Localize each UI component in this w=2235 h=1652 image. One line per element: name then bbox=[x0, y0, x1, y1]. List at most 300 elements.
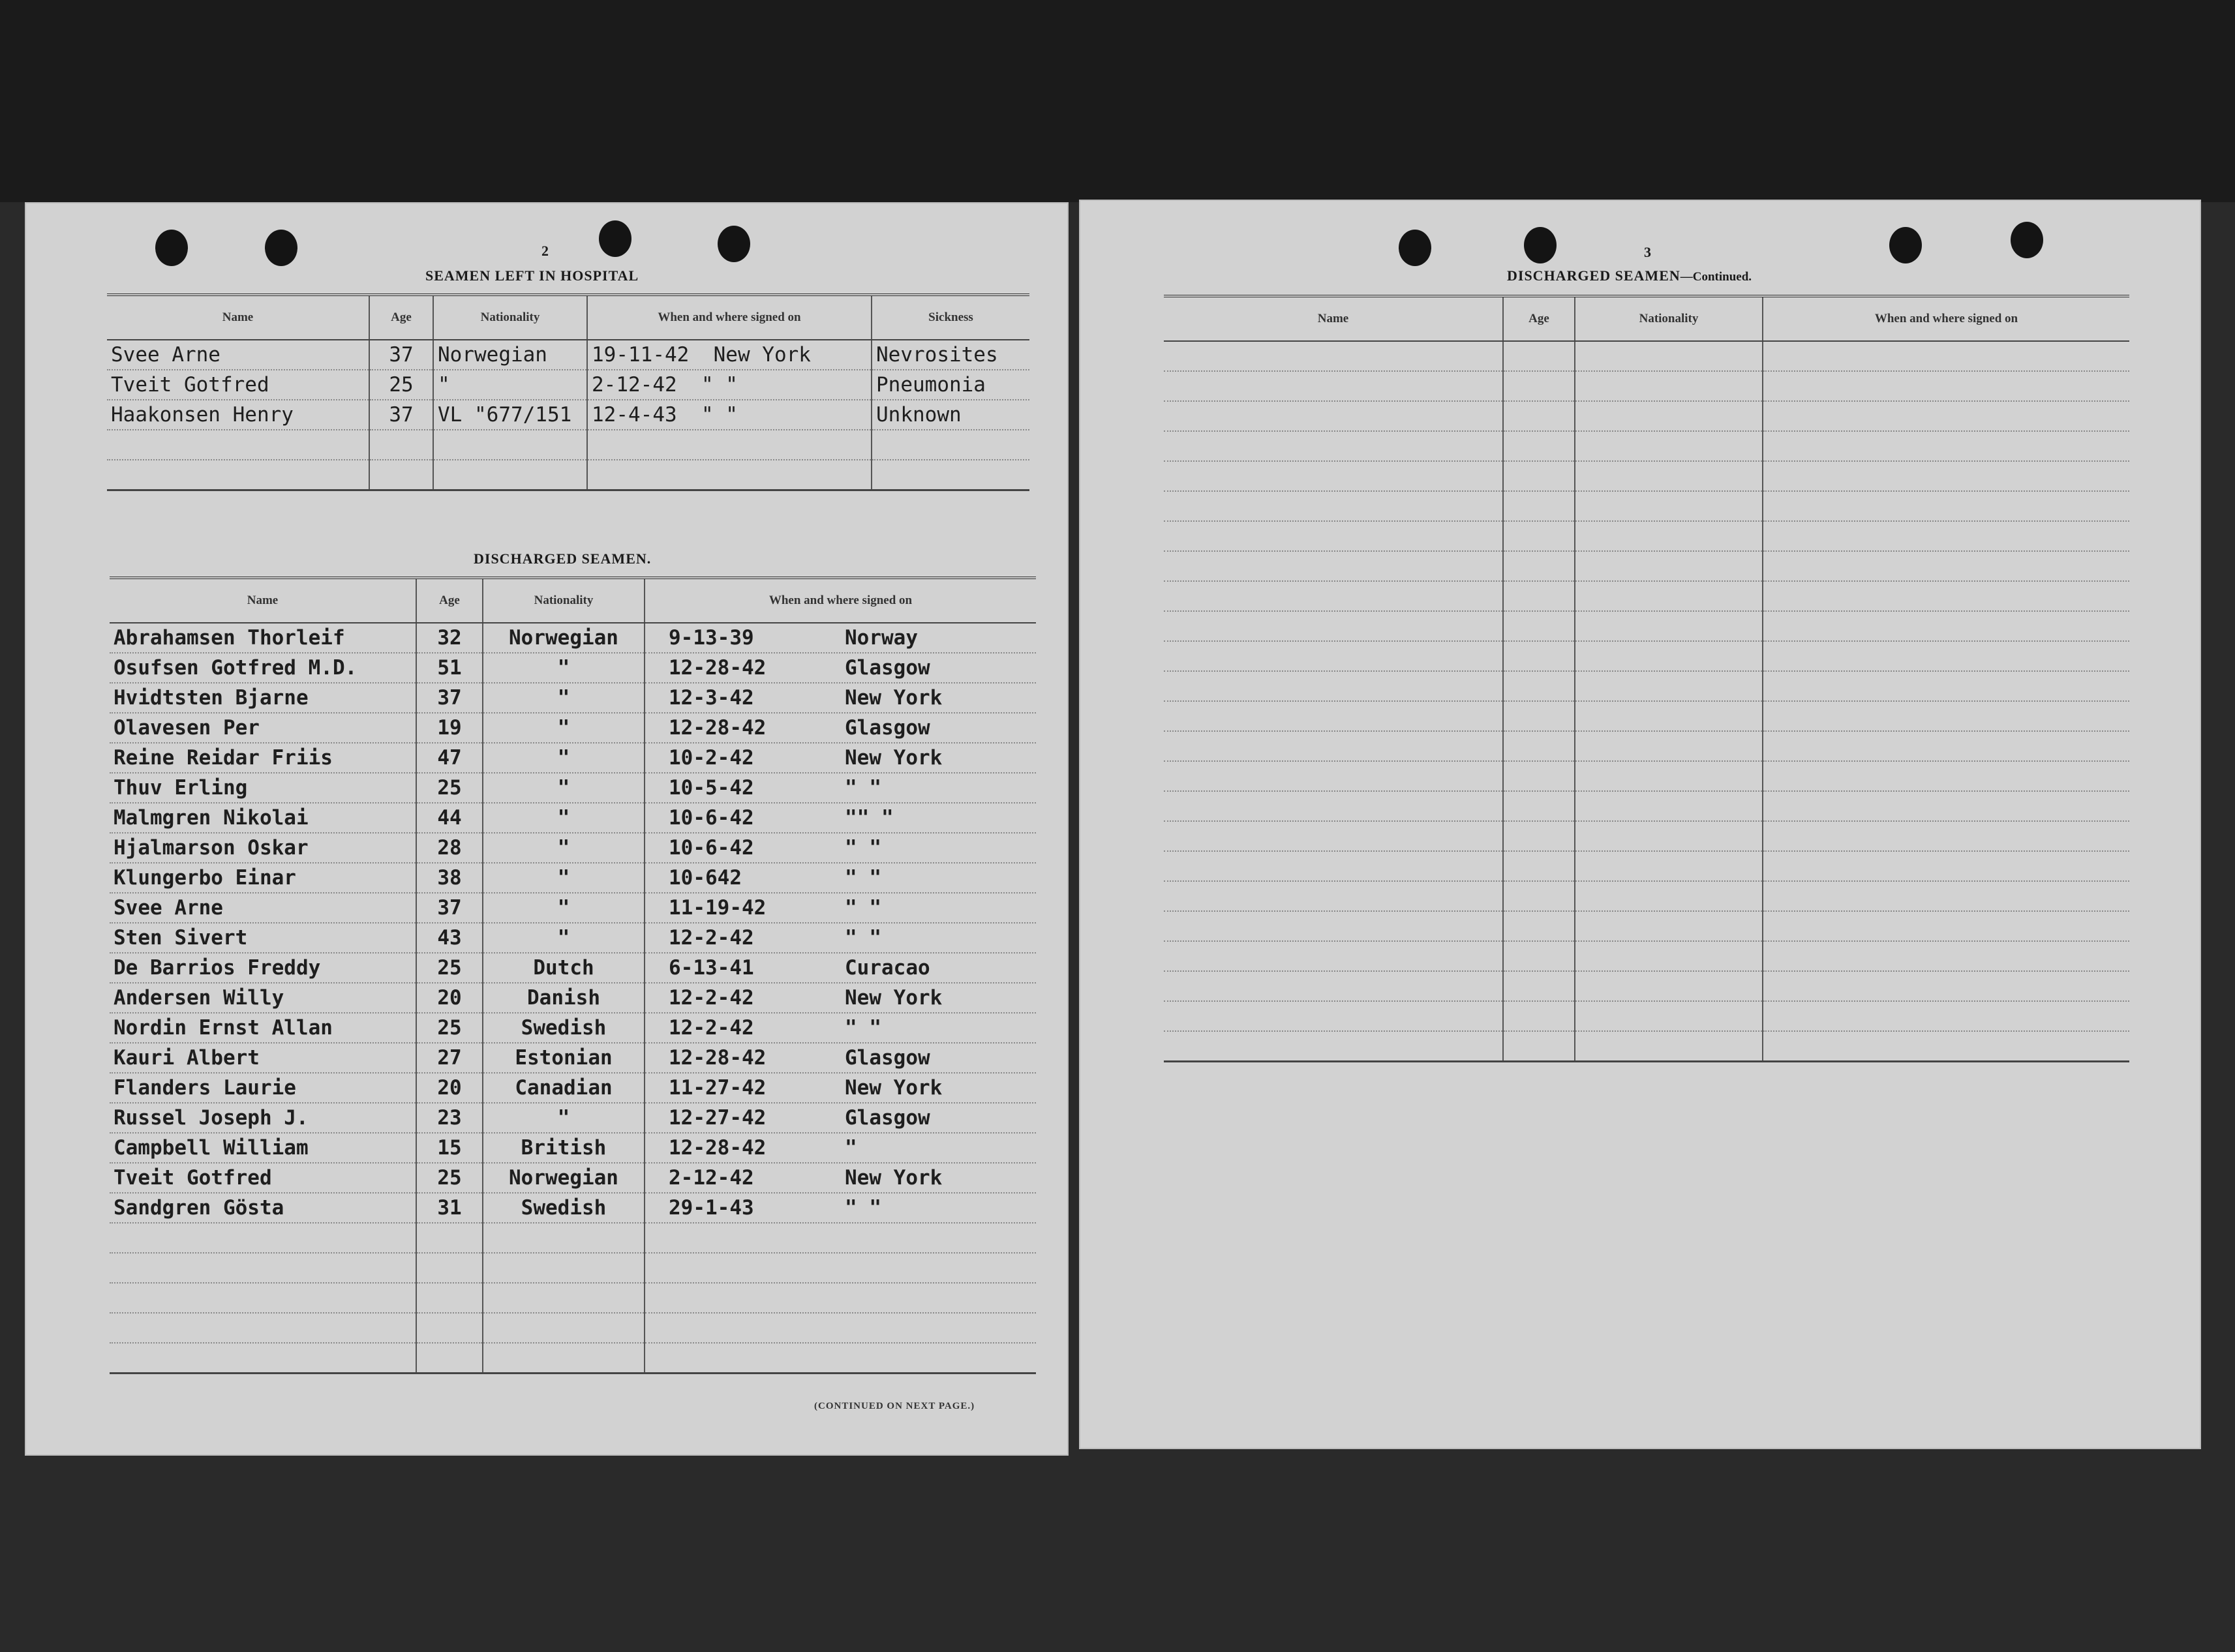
empty-cell bbox=[1164, 971, 1503, 1001]
seaman-name bbox=[110, 1313, 416, 1343]
table-row bbox=[107, 340, 1029, 370]
table-row bbox=[1164, 371, 2129, 401]
col-header-nationality: Nationality bbox=[433, 295, 587, 340]
seaman-age: 43 bbox=[416, 923, 483, 953]
col-header-nationality: Nationality bbox=[1575, 296, 1763, 341]
seaman-nationality: VL "677/151 bbox=[433, 400, 587, 430]
seaman-nationality: Norwegian bbox=[483, 1163, 645, 1193]
table-row bbox=[1164, 491, 2129, 521]
table-row bbox=[110, 1013, 1036, 1043]
empty-cell bbox=[1164, 521, 1503, 551]
empty-cell bbox=[1164, 371, 1503, 401]
signed-on-date: 12-28-42 bbox=[669, 656, 767, 680]
table-row bbox=[1164, 521, 2129, 551]
empty-cell bbox=[1503, 401, 1575, 431]
signed-on-date: 10-6-42 bbox=[669, 806, 754, 830]
seaman-name: Sten Sivert bbox=[110, 923, 416, 953]
signed-on-cell bbox=[645, 893, 1036, 923]
table-row bbox=[110, 1223, 1036, 1253]
table-row bbox=[110, 1313, 1036, 1343]
seaman-age: 32 bbox=[416, 623, 483, 653]
seaman-age: 37 bbox=[416, 893, 483, 923]
signed-on-date: 11-27-42 bbox=[669, 1076, 767, 1100]
signed-on-date: 12-28-42 bbox=[669, 1046, 767, 1070]
empty-cell bbox=[1503, 641, 1575, 671]
empty-cell bbox=[1503, 671, 1575, 701]
discharged-table bbox=[110, 577, 1036, 1374]
empty-cell bbox=[1503, 431, 1575, 461]
signed-on-cell bbox=[587, 430, 872, 460]
table-row bbox=[1164, 821, 2129, 851]
table-row bbox=[107, 460, 1029, 490]
signed-on-place: Glasgow bbox=[845, 716, 930, 740]
seaman-nationality: Canadian bbox=[483, 1073, 645, 1103]
empty-cell bbox=[1575, 551, 1763, 581]
seaman-age bbox=[416, 1223, 483, 1253]
table-row bbox=[110, 743, 1036, 773]
table-row bbox=[110, 833, 1036, 863]
seaman-age bbox=[369, 430, 433, 460]
signed-on-date: 10-2-42 bbox=[669, 746, 754, 770]
binder-hole bbox=[2011, 222, 2043, 258]
col-header-name: Name bbox=[110, 578, 416, 623]
signed-on-cell bbox=[587, 460, 872, 490]
seaman-nationality: Estonian bbox=[483, 1043, 645, 1073]
table-row bbox=[1164, 941, 2129, 971]
seaman-age: 23 bbox=[416, 1103, 483, 1133]
empty-cell bbox=[1575, 341, 1763, 371]
signed-on-cell bbox=[645, 1193, 1036, 1223]
empty-cell bbox=[1763, 731, 2129, 761]
empty-cell bbox=[1575, 401, 1763, 431]
empty-cell bbox=[1503, 1031, 1575, 1062]
empty-cell bbox=[1575, 881, 1763, 911]
empty-cell bbox=[1575, 581, 1763, 611]
binder-hole bbox=[155, 230, 188, 266]
signed-on-place: New York bbox=[845, 686, 943, 710]
empty-cell bbox=[1503, 611, 1575, 641]
seaman-age: 15 bbox=[416, 1133, 483, 1163]
seaman-nationality: " bbox=[483, 893, 645, 923]
empty-cell bbox=[1763, 581, 2129, 611]
empty-cell bbox=[1763, 671, 2129, 701]
signed-on-place: Curacao bbox=[845, 956, 930, 980]
empty-cell bbox=[1763, 521, 2129, 551]
seaman-nationality: " bbox=[483, 683, 645, 713]
empty-cell bbox=[1503, 551, 1575, 581]
empty-cell bbox=[1763, 611, 2129, 641]
seaman-nationality bbox=[483, 1253, 645, 1283]
table-row bbox=[1164, 1001, 2129, 1031]
empty-cell bbox=[1575, 731, 1763, 761]
table-row bbox=[110, 683, 1036, 713]
empty-cell bbox=[1575, 611, 1763, 641]
signed-on-place: " " bbox=[701, 403, 738, 427]
seaman-nationality: Dutch bbox=[483, 953, 645, 983]
seaman-age bbox=[416, 1253, 483, 1283]
title-main: DISCHARGED SEAMEN bbox=[1507, 267, 1680, 284]
signed-on-date: 12-2-42 bbox=[669, 1016, 754, 1040]
seaman-nationality: " bbox=[433, 370, 587, 400]
empty-cell bbox=[1575, 851, 1763, 881]
empty-cell bbox=[1164, 491, 1503, 521]
col-header-name: Name bbox=[107, 295, 369, 340]
seaman-name bbox=[110, 1253, 416, 1283]
empty-cell bbox=[1503, 821, 1575, 851]
empty-cell bbox=[1164, 581, 1503, 611]
seaman-nationality: Danish bbox=[483, 983, 645, 1013]
empty-cell bbox=[1575, 1001, 1763, 1031]
signed-on-cell bbox=[645, 1313, 1036, 1343]
signed-on-cell bbox=[645, 1073, 1036, 1103]
title-suffix: —Continued. bbox=[1680, 270, 1752, 284]
seaman-name bbox=[107, 460, 369, 490]
signed-on-date: 2-12-42 bbox=[592, 373, 677, 397]
seaman-name: Klungerbo Einar bbox=[110, 863, 416, 893]
empty-cell bbox=[1763, 401, 2129, 431]
signed-on-cell bbox=[645, 1043, 1036, 1073]
table-row bbox=[1164, 1031, 2129, 1062]
seaman-sickness: Nevrosites bbox=[872, 340, 1029, 370]
empty-cell bbox=[1763, 821, 2129, 851]
table-row bbox=[1164, 731, 2129, 761]
signed-on-cell bbox=[645, 1013, 1036, 1043]
seaman-nationality: Swedish bbox=[483, 1193, 645, 1223]
col-header-signed-on: When and where signed on bbox=[1763, 296, 2129, 341]
col-header-age: Age bbox=[1503, 296, 1575, 341]
binder-hole bbox=[599, 220, 631, 257]
col-header-nationality: Nationality bbox=[483, 578, 645, 623]
left-page bbox=[25, 202, 1069, 1456]
signed-on-cell bbox=[645, 1103, 1036, 1133]
empty-cell bbox=[1164, 641, 1503, 671]
seaman-age: 37 bbox=[369, 340, 433, 370]
empty-cell bbox=[1763, 701, 2129, 731]
signed-on-place: " " bbox=[845, 866, 881, 890]
seaman-name: Svee Arne bbox=[107, 340, 369, 370]
empty-cell bbox=[1763, 431, 2129, 461]
seaman-name: Olavesen Per bbox=[110, 713, 416, 743]
signed-on-place: Glasgow bbox=[845, 1106, 930, 1130]
empty-cell bbox=[1164, 731, 1503, 761]
signed-on-place: " " bbox=[701, 373, 738, 397]
table-row bbox=[110, 1283, 1036, 1313]
binder-hole bbox=[265, 230, 297, 266]
empty-cell bbox=[1575, 761, 1763, 791]
signed-on-cell bbox=[645, 983, 1036, 1013]
seaman-nationality: " bbox=[483, 743, 645, 773]
table-row bbox=[1164, 791, 2129, 821]
seaman-name: Andersen Willy bbox=[110, 983, 416, 1013]
seaman-name: Hjalmarson Oskar bbox=[110, 833, 416, 863]
signed-on-cell bbox=[645, 1343, 1036, 1374]
empty-cell bbox=[1164, 401, 1503, 431]
empty-cell bbox=[1164, 791, 1503, 821]
signed-on-cell bbox=[645, 713, 1036, 743]
table-row bbox=[110, 893, 1036, 923]
table-row bbox=[110, 1133, 1036, 1163]
empty-cell bbox=[1164, 461, 1503, 491]
signed-on-place: Glasgow bbox=[845, 656, 930, 680]
signed-on-cell bbox=[645, 743, 1036, 773]
empty-cell bbox=[1503, 701, 1575, 731]
empty-cell bbox=[1763, 761, 2129, 791]
seaman-name bbox=[110, 1343, 416, 1374]
seaman-nationality: Swedish bbox=[483, 1013, 645, 1043]
table-row bbox=[1164, 401, 2129, 431]
page-number: 2 bbox=[541, 243, 549, 259]
hospital-table bbox=[107, 293, 1029, 491]
empty-cell bbox=[1575, 461, 1763, 491]
signed-on-date: 9-13-39 bbox=[669, 626, 754, 650]
empty-cell bbox=[1503, 521, 1575, 551]
signed-on-cell bbox=[587, 400, 872, 430]
signed-on-date: 12-27-42 bbox=[669, 1106, 767, 1130]
signed-on-place: " " bbox=[845, 776, 881, 800]
table-row bbox=[1164, 881, 2129, 911]
seaman-age: 25 bbox=[416, 773, 483, 803]
seaman-age: 28 bbox=[416, 833, 483, 863]
table-row bbox=[110, 1073, 1036, 1103]
seaman-name: Osufsen Gotfred M.D. bbox=[110, 653, 416, 683]
table-row bbox=[110, 773, 1036, 803]
signed-on-place: " " bbox=[845, 896, 881, 920]
signed-on-place: New York bbox=[845, 746, 943, 770]
seaman-name: Nordin Ernst Allan bbox=[110, 1013, 416, 1043]
table-row bbox=[110, 1163, 1036, 1193]
signed-on-place: " " bbox=[845, 1016, 881, 1040]
table-row bbox=[1164, 641, 2129, 671]
page-number: 3 bbox=[1644, 244, 1651, 260]
empty-cell bbox=[1164, 911, 1503, 941]
empty-cell bbox=[1575, 431, 1763, 461]
seaman-age: 47 bbox=[416, 743, 483, 773]
signed-on-place: " " bbox=[845, 1196, 881, 1220]
seaman-age bbox=[416, 1343, 483, 1374]
empty-cell bbox=[1164, 851, 1503, 881]
seaman-nationality bbox=[483, 1223, 645, 1253]
seaman-age: 25 bbox=[416, 1163, 483, 1193]
table-row bbox=[110, 713, 1036, 743]
signed-on-cell bbox=[645, 1283, 1036, 1313]
empty-cell bbox=[1164, 821, 1503, 851]
table-row bbox=[110, 983, 1036, 1013]
signed-on-cell bbox=[645, 623, 1036, 653]
seaman-age: 38 bbox=[416, 863, 483, 893]
signed-on-cell bbox=[645, 803, 1036, 833]
empty-cell bbox=[1575, 791, 1763, 821]
binder-hole bbox=[1889, 227, 1922, 263]
signed-on-date: 10-642 bbox=[669, 866, 742, 890]
seaman-name: Hvidtsten Bjarne bbox=[110, 683, 416, 713]
signed-on-date: 12-28-42 bbox=[669, 716, 767, 740]
right-page bbox=[1079, 200, 2201, 1449]
empty-cell bbox=[1164, 611, 1503, 641]
col-header-name: Name bbox=[1164, 296, 1503, 341]
empty-cell bbox=[1503, 341, 1575, 371]
seaman-sickness bbox=[872, 460, 1029, 490]
seaman-age: 27 bbox=[416, 1043, 483, 1073]
seaman-name: Haakonsen Henry bbox=[107, 400, 369, 430]
signed-on-cell bbox=[645, 923, 1036, 953]
empty-cell bbox=[1503, 851, 1575, 881]
binder-hole bbox=[1399, 230, 1431, 266]
signed-on-cell bbox=[645, 773, 1036, 803]
table-row bbox=[110, 923, 1036, 953]
empty-cell bbox=[1575, 971, 1763, 1001]
empty-cell bbox=[1763, 1001, 2129, 1031]
seaman-nationality: " bbox=[483, 923, 645, 953]
signed-on-cell bbox=[645, 683, 1036, 713]
empty-cell bbox=[1575, 641, 1763, 671]
seaman-name: De Barrios Freddy bbox=[110, 953, 416, 983]
table-row bbox=[1164, 581, 2129, 611]
table-row bbox=[1164, 851, 2129, 881]
table-row bbox=[107, 400, 1029, 430]
continued-footer: (CONTINUED ON NEXT PAGE.) bbox=[814, 1401, 975, 1411]
table-row bbox=[1164, 431, 2129, 461]
signed-on-cell bbox=[587, 340, 872, 370]
table-row bbox=[110, 1043, 1036, 1073]
seaman-age: 37 bbox=[416, 683, 483, 713]
empty-cell bbox=[1503, 941, 1575, 971]
seaman-age: 44 bbox=[416, 803, 483, 833]
empty-cell bbox=[1763, 911, 2129, 941]
table-row bbox=[110, 1103, 1036, 1133]
signed-on-cell bbox=[587, 370, 872, 400]
signed-on-date: 10-6-42 bbox=[669, 836, 754, 860]
signed-on-place: Norway bbox=[845, 626, 918, 650]
col-header-signed-on: When and where signed on bbox=[587, 295, 872, 340]
seaman-name: Tveit Gotfred bbox=[110, 1163, 416, 1193]
signed-on-cell bbox=[645, 953, 1036, 983]
table-row bbox=[1164, 461, 2129, 491]
table-row bbox=[110, 1343, 1036, 1374]
empty-cell bbox=[1164, 1001, 1503, 1031]
empty-cell bbox=[1164, 341, 1503, 371]
empty-cell bbox=[1575, 491, 1763, 521]
empty-cell bbox=[1575, 941, 1763, 971]
empty-cell bbox=[1503, 731, 1575, 761]
signed-on-place: " " bbox=[845, 836, 881, 860]
empty-cell bbox=[1763, 641, 2129, 671]
empty-cell bbox=[1503, 791, 1575, 821]
empty-cell bbox=[1164, 761, 1503, 791]
seaman-sickness bbox=[872, 430, 1029, 460]
seaman-name: Thuv Erling bbox=[110, 773, 416, 803]
seaman-nationality: " bbox=[483, 653, 645, 683]
seaman-nationality: " bbox=[483, 863, 645, 893]
seaman-age: 19 bbox=[416, 713, 483, 743]
seaman-age bbox=[369, 460, 433, 490]
seaman-name: Sandgren Gösta bbox=[110, 1193, 416, 1223]
signed-on-cell bbox=[645, 1163, 1036, 1193]
table-row bbox=[110, 863, 1036, 893]
seaman-sickness: Unknown bbox=[872, 400, 1029, 430]
seaman-age: 51 bbox=[416, 653, 483, 683]
table-row bbox=[110, 803, 1036, 833]
table-row bbox=[110, 953, 1036, 983]
seaman-name: Svee Arne bbox=[110, 893, 416, 923]
seaman-nationality: " bbox=[483, 773, 645, 803]
empty-cell bbox=[1164, 671, 1503, 701]
table-row bbox=[1164, 341, 2129, 371]
seaman-name: Kauri Albert bbox=[110, 1043, 416, 1073]
empty-cell bbox=[1503, 581, 1575, 611]
empty-cell bbox=[1575, 371, 1763, 401]
empty-cell bbox=[1503, 971, 1575, 1001]
signed-on-place: "" " bbox=[845, 806, 894, 830]
signed-on-date: 12-28-42 bbox=[669, 1136, 767, 1160]
seaman-name bbox=[110, 1223, 416, 1253]
signed-on-place: New York bbox=[713, 343, 811, 367]
signed-on-date: 6-13-41 bbox=[669, 956, 754, 980]
empty-cell bbox=[1763, 881, 2129, 911]
seaman-nationality: Norwegian bbox=[433, 340, 587, 370]
seaman-name: Malmgren Nikolai bbox=[110, 803, 416, 833]
signed-on-date: 29-1-43 bbox=[669, 1196, 754, 1220]
empty-cell bbox=[1503, 911, 1575, 941]
seaman-name bbox=[110, 1283, 416, 1313]
seaman-age: 20 bbox=[416, 983, 483, 1013]
signed-on-place: " bbox=[845, 1136, 857, 1160]
empty-cell bbox=[1763, 491, 2129, 521]
empty-cell bbox=[1164, 881, 1503, 911]
signed-on-cell bbox=[645, 1223, 1036, 1253]
seaman-nationality bbox=[483, 1343, 645, 1374]
empty-cell bbox=[1503, 371, 1575, 401]
empty-cell bbox=[1575, 521, 1763, 551]
empty-cell bbox=[1763, 791, 2129, 821]
seaman-sickness: Pneumonia bbox=[872, 370, 1029, 400]
signed-on-date: 12-4-43 bbox=[592, 403, 677, 427]
binder-hole bbox=[718, 226, 750, 262]
table-row bbox=[1164, 971, 2129, 1001]
empty-cell bbox=[1503, 1001, 1575, 1031]
signed-on-cell bbox=[645, 653, 1036, 683]
signed-on-place: New York bbox=[845, 1076, 943, 1100]
seaman-nationality: British bbox=[483, 1133, 645, 1163]
scanner-background bbox=[0, 0, 2235, 202]
empty-cell bbox=[1164, 701, 1503, 731]
seaman-age: 31 bbox=[416, 1193, 483, 1223]
seaman-name: Russel Joseph J. bbox=[110, 1103, 416, 1133]
signed-on-place: New York bbox=[845, 986, 943, 1010]
seaman-age: 37 bbox=[369, 400, 433, 430]
empty-cell bbox=[1763, 461, 2129, 491]
seaman-age: 20 bbox=[416, 1073, 483, 1103]
seaman-name: Abrahamsen Thorleif bbox=[110, 623, 416, 653]
empty-cell bbox=[1763, 341, 2129, 371]
seaman-nationality: " bbox=[483, 803, 645, 833]
signed-on-place: " " bbox=[845, 926, 881, 950]
empty-cell bbox=[1503, 491, 1575, 521]
discharged-section-title: DISCHARGED SEAMEN. bbox=[474, 550, 652, 567]
seaman-age bbox=[416, 1283, 483, 1313]
seaman-age bbox=[416, 1313, 483, 1343]
table-row bbox=[1164, 911, 2129, 941]
empty-cell bbox=[1503, 461, 1575, 491]
seaman-nationality: Norwegian bbox=[483, 623, 645, 653]
signed-on-date: 12-2-42 bbox=[669, 926, 754, 950]
continued-section-title bbox=[1507, 267, 1752, 284]
signed-on-date: 12-3-42 bbox=[669, 686, 754, 710]
signed-on-cell bbox=[645, 1253, 1036, 1283]
empty-cell bbox=[1503, 761, 1575, 791]
empty-cell bbox=[1763, 551, 2129, 581]
table-row bbox=[1164, 611, 2129, 641]
seaman-nationality: " bbox=[483, 713, 645, 743]
